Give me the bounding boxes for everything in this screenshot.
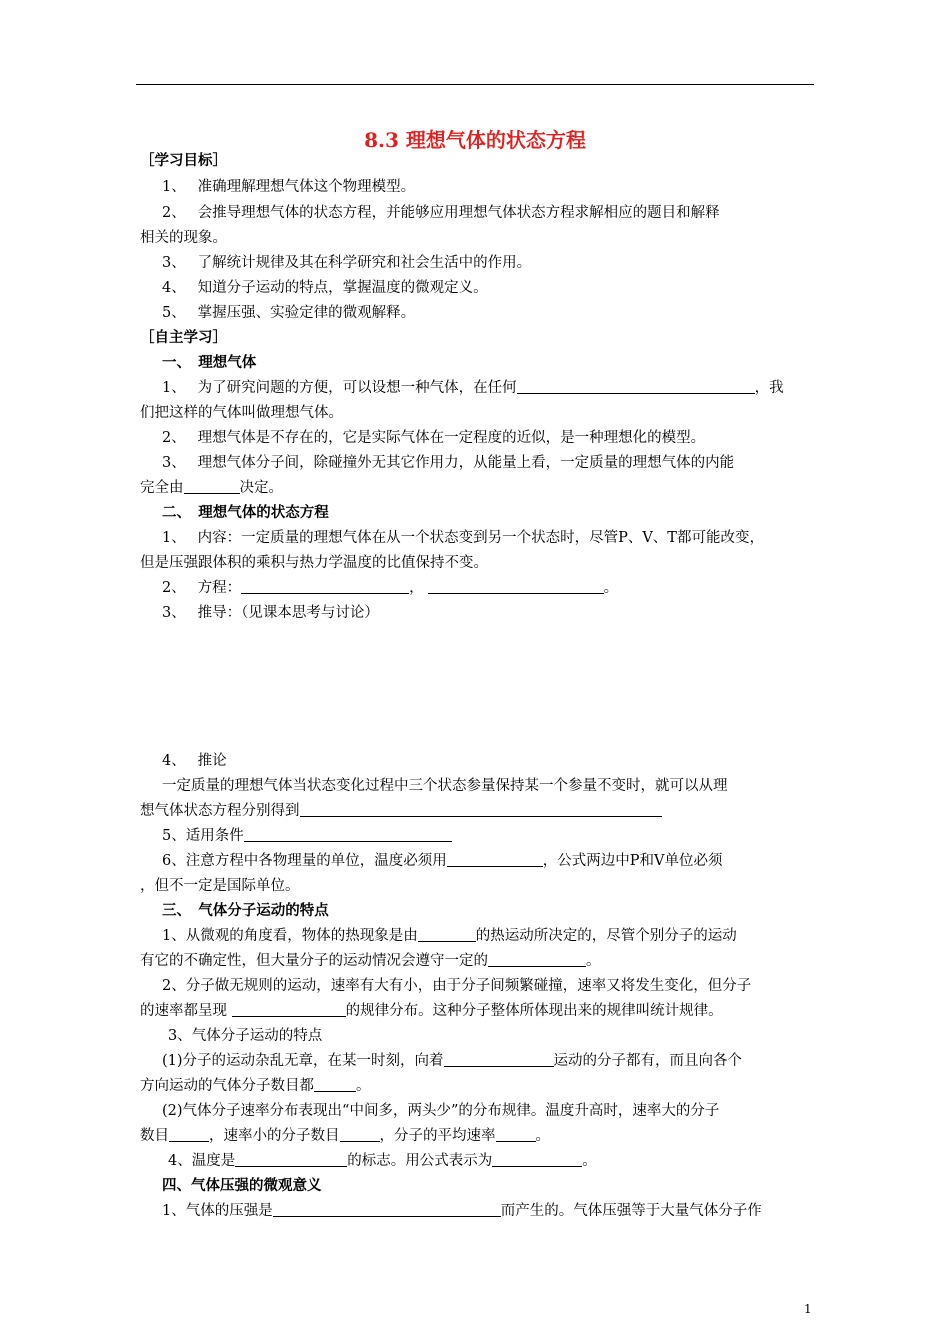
heading-state-equation: 二、 理想气体的状态方程	[162, 504, 329, 521]
fill-blank[interactable]	[447, 852, 543, 867]
state-eq-item-3: 3、 推导：（见课本思考与讨论）	[162, 605, 379, 621]
section-self-study: ［自主学习］	[140, 329, 227, 346]
state-eq-item-1: 1、 内容：一定质量的理想气体在从一个状态变到另一个状态时，尽管P、V、T都可能改变，	[162, 530, 764, 546]
heading-ideal-gas: 一、 理想气体	[162, 354, 257, 371]
fill-blank[interactable]	[244, 827, 452, 842]
page-number: 1	[804, 1302, 812, 1316]
state-eq-item-1-cont: 但是压强跟体积的乘积与热力学温度的比值保持不变。	[140, 555, 488, 571]
text: 的标志。用公式表示为	[347, 1153, 493, 1169]
text: 数目	[140, 1128, 169, 1144]
fill-blank[interactable]	[340, 1127, 380, 1142]
text: 。	[535, 1128, 550, 1144]
text: 运动的分子都有，而且向各个	[553, 1053, 743, 1069]
motion-item-3-sub1-cont	[140, 1077, 820, 1095]
motion-item-3-sub2: (2)气体分子速率分布表现出“中间多，两头少”的分布规律。温度升高时，速率大的分子	[162, 1103, 720, 1119]
text: ，我	[754, 380, 784, 396]
corollary-text-cont	[140, 802, 820, 820]
text: ，速率小的分子数目	[209, 1128, 340, 1144]
ideal-gas-item-1	[162, 379, 842, 397]
fill-blank[interactable]	[241, 579, 409, 594]
text: 1、 为了研究问题的方便，可以设想一种气体，在任何	[162, 380, 517, 396]
text: 4、温度是	[168, 1153, 236, 1169]
ideal-gas-item-3-cont	[140, 479, 820, 497]
fill-blank[interactable]	[444, 1052, 554, 1067]
goal-2: 2、 会推导理想气体的状态方程，并能够应用理想气体状态方程求解相应的题目和解释	[162, 205, 720, 221]
text: 的速率都呈现	[140, 1003, 232, 1019]
motion-item-2-cont	[140, 1002, 820, 1020]
fill-blank[interactable]	[184, 479, 240, 494]
fill-blank[interactable]	[232, 1002, 346, 1017]
text: (1)分子的运动杂乱无章，在某一时刻，向着	[162, 1053, 444, 1069]
text: 1、从微观的角度看，物体的热现象是由	[162, 928, 418, 944]
state-eq-item-6-cont: ，但不一定是国际单位。	[140, 878, 300, 894]
text: 。	[582, 1153, 597, 1169]
text: 有它的不确定性，但大量分子的运动情况会遵守一定的	[140, 953, 488, 969]
fill-blank[interactable]	[300, 802, 662, 817]
ideal-gas-item-3: 3、 理想气体分子间，除碰撞外无其它作用力，从能量上看，一定质量的理想气体的内能	[162, 455, 735, 471]
fill-blank[interactable]	[235, 1152, 347, 1167]
section-learning-goals: ［学习目标］	[140, 152, 227, 169]
state-eq-item-6	[162, 852, 842, 870]
fill-blank[interactable]	[418, 927, 476, 942]
ideal-gas-item-2: 2、 理想气体是不存在的，它是实际气体在一定程度的近似，是一种理想化的模型。	[162, 430, 706, 446]
motion-item-1	[162, 927, 842, 945]
text: 2、 方程：	[162, 580, 242, 596]
text: 。	[586, 953, 601, 969]
text: 完全由	[140, 480, 184, 496]
goal-4: 4、 知道分子运动的特点，掌握温度的微观定义。	[162, 280, 488, 296]
goal-3: 3、 了解统计规律及其在科学研究和社会生活中的作用。	[162, 255, 532, 271]
text: ，公式两边中P和V单位必须	[542, 853, 723, 869]
heading-molecular-motion: 三、 气体分子运动的特点	[162, 902, 329, 919]
fill-blank[interactable]	[273, 1202, 501, 1217]
state-eq-item-2	[162, 579, 842, 597]
goal-1: 1、 准确理解理想气体这个物理模型。	[162, 179, 416, 195]
motion-item-1-cont	[140, 952, 820, 970]
state-eq-item-5	[162, 827, 842, 845]
goal-2-cont: 相关的现象。	[140, 230, 227, 246]
motion-item-3-sub1	[162, 1052, 842, 1070]
motion-item-4	[168, 1152, 848, 1170]
corollary-text: 一定质量的理想气体当状态变化过程中三个状态参量保持某一个参量不变时，就可以从理	[162, 778, 728, 794]
page-title: 8.3 理想气体的状态方程	[364, 128, 586, 152]
fill-blank[interactable]	[517, 379, 755, 394]
motion-item-3: 3、气体分子运动的特点	[168, 1028, 323, 1044]
text: 5、适用条件	[162, 828, 244, 844]
text: 的规律分布。这种分子整体所体现出来的规律叫统计规律。	[345, 1003, 723, 1019]
text: ，	[409, 580, 424, 596]
state-eq-item-4: 4、 推论	[162, 753, 227, 769]
goal-5: 5、 掌握压强、实验定律的微观解释。	[162, 305, 416, 321]
text: 。	[356, 1078, 371, 1094]
text: 6、注意方程中各物理量的单位，温度必须用	[162, 853, 447, 869]
text: 而产生的。气体压强等于大量气体分子作	[500, 1203, 762, 1219]
fill-blank[interactable]	[496, 1127, 536, 1142]
header-rule	[136, 84, 814, 85]
fill-blank[interactable]	[314, 1077, 356, 1092]
fill-blank[interactable]	[492, 1152, 582, 1167]
text: 1、气体的压强是	[162, 1203, 273, 1219]
fill-blank[interactable]	[428, 579, 604, 594]
ideal-gas-item-1-cont: 们把这样的气体叫做理想气体。	[140, 405, 343, 421]
fill-blank[interactable]	[169, 1127, 209, 1142]
text: 决定。	[239, 480, 283, 496]
motion-item-2: 2、分子做无规则的运动，速率有大有小，由于分子间频繁碰撞，速率又将发生变化，但分子	[162, 978, 752, 994]
heading-pressure-meaning: 四、气体压强的微观意义	[162, 1177, 322, 1194]
text: 方向运动的气体分子数目都	[140, 1078, 314, 1094]
text: 想气体状态方程分别得到	[140, 803, 300, 819]
fill-blank[interactable]	[488, 952, 586, 967]
text: ，分子的平均速率	[379, 1128, 496, 1144]
pressure-item-1	[162, 1202, 842, 1220]
text: 。	[603, 580, 619, 596]
motion-item-3-sub2-cont	[140, 1127, 820, 1145]
text: 的热运动所决定的，尽管个别分子的运动	[475, 928, 737, 944]
